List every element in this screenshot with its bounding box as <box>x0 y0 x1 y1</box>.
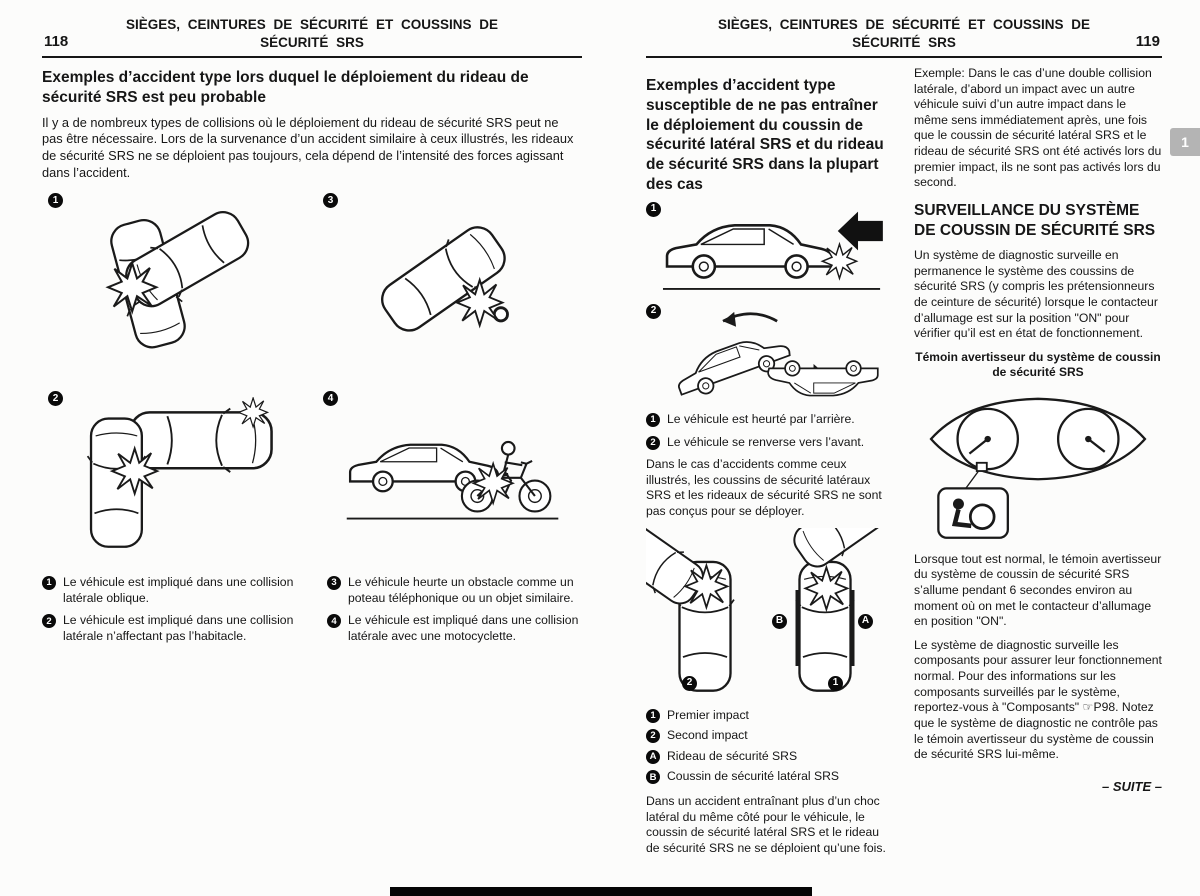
caption-text: Le véhicule se renverse vers l’avant. <box>667 434 865 449</box>
figure-rear-impact <box>646 202 894 304</box>
running-title-line2: SÉCURITÉ SRS <box>852 34 956 50</box>
page-number: 118 <box>44 33 69 50</box>
page-header <box>42 16 582 58</box>
caption-marker: 4 <box>327 614 341 628</box>
captions-column-1 <box>42 575 297 651</box>
legend-marker: A <box>646 750 660 764</box>
caption-text: Le véhicule heurte un obstacle comme un poteau téléphonique ou un objet similaire. <box>348 575 574 605</box>
caption-text: Le véhicule est impliqué dans une collision latérale oblique. <box>63 575 294 605</box>
diagram-label-first-impact: 1 <box>828 676 843 691</box>
caption-marker: 1 <box>646 413 660 427</box>
legend-item <box>646 769 894 785</box>
motorcycle-collision-illustration <box>343 421 563 543</box>
caption-text: Le véhicule est heurté par l’arrière. <box>667 411 855 426</box>
legend-item <box>646 708 894 724</box>
accidents-paragraph: Dans le cas d’accidents comme ceux illustrés, les coussins de sécurité latéraux SRS et les rideaux de sécurité SRS ne sont pas conçus pour se déployer. <box>646 457 882 519</box>
figure-side-collision <box>42 391 307 561</box>
caption-marker: 3 <box>327 576 341 590</box>
caption-marker: 2 <box>646 436 660 450</box>
figure-caption <box>327 575 582 606</box>
page-header <box>646 16 1162 58</box>
monitoring-heading: SURVEILLANCE DU SYSTÈME DE COUSSIN DE SÉCURITÉ SRS <box>914 201 1156 240</box>
intro-paragraph: Il y a de nombreux types de collisions où le déploiement du rideau de sécurité SRS peut ne pas être nécessaire. Lors de la survenance d’un accident similaire à ceux illustrés, les rideaux de sécurité SRS ne se déploient pas toujours, cela dépend de l’intensité des forces agissant dans l’accident. <box>42 114 574 180</box>
legend-text: Coussin de sécurité latéral SRS <box>667 769 840 784</box>
figure-caption <box>42 575 297 606</box>
page-118 <box>42 16 582 652</box>
figure-pole-impact <box>317 193 582 391</box>
section-title: Exemples d’accident type susceptible de ne pas entraîner le déploiement du coussin de sécurité latéral SRS et du rideau de sécurité SRS dans la plupart des cas <box>646 77 884 194</box>
legend-marker: 1 <box>646 709 660 723</box>
rollover-illustration <box>653 310 891 408</box>
legend-text: Premier impact <box>667 707 749 722</box>
figure-number-badge: 1 <box>646 202 661 217</box>
figure-caption <box>42 613 297 644</box>
two-column-layout <box>646 66 1162 865</box>
caption-marker: 2 <box>42 614 56 628</box>
figure-caption <box>646 412 894 428</box>
section-title: Exemples d’accident type lors duquel le déploiement du rideau de sécurité SRS est peu probable <box>42 69 529 106</box>
figure-number-badge: 4 <box>323 391 338 406</box>
caption-text: Le véhicule est impliqué dans une collision latérale avec une motocyclette. <box>348 613 579 643</box>
figure-number-badge: 2 <box>646 304 661 319</box>
diagnostic-paragraph: Le système de diagnostic surveille les composants pour assurer leur fonctionnement normal. Pour des informations sur les composants surveillés par le système, reportez-vous à "Composants" ☞P98. Notez que le système de diagnostic ne contrôle pas le témoin avertisseur du système de coussin de sécurité SRS lui-même. <box>914 637 1162 762</box>
rear-impact-illustration <box>653 208 891 300</box>
caption-text: Le véhicule est impliqué dans une collision latérale n’affectant pas l’habitacle. <box>63 613 294 643</box>
figure-number-badge: 1 <box>48 193 63 208</box>
pole-impact-illustration <box>357 199 537 355</box>
accident-figures-grid <box>42 193 582 561</box>
continued-footer: – SUITE – <box>1102 778 1162 794</box>
page-number: 119 <box>1135 33 1160 50</box>
side-collision-illustration <box>68 397 290 551</box>
double-collision-illustration <box>646 528 886 698</box>
chapter-tab: 1 <box>1170 128 1200 156</box>
caption-marker: 1 <box>42 576 56 590</box>
diagram-label-second-impact: 2 <box>682 676 697 691</box>
figure-caption <box>327 613 582 644</box>
legend-marker: B <box>646 770 660 784</box>
figure-captions <box>42 575 582 651</box>
figure-number-badge: 3 <box>323 193 338 208</box>
diagram-label-b: B <box>772 614 787 629</box>
legend-item <box>646 728 894 744</box>
legend-item <box>646 749 894 765</box>
column-1 <box>646 66 894 865</box>
monitoring-paragraph: Un système de diagnostic surveille en permanence le système des coussins de sécurité SRS (y compris les prétensionneurs de ceinture de sécurité) lorsque le contacteur d’allumage est sur la position "ON" pour vérifier qu’il est en état de fonctionnement. <box>914 248 1158 341</box>
diagram-label-a: A <box>858 614 873 629</box>
legend-text: Rideau de sécurité SRS <box>667 748 798 763</box>
running-title <box>646 16 1162 51</box>
normal-operation-paragraph: Lorsque tout est normal, le témoin avertisseur du système de coussin de sécurité SRS s’allume pendant 6 secondes environ au moment où on met le contacteur d’allumage en position "ON". <box>914 551 1162 629</box>
figure-motorcycle-collision <box>317 391 582 561</box>
single-deploy-paragraph: Dans un accident entraînant plus d’un choc latéral du même côté pour le véhicule, le coussin de sécurité latéral SRS et le rideau de sécurité SRS ne se déploient qu’une fois. <box>646 794 886 855</box>
figure-rollover <box>646 304 894 412</box>
warning-light-heading: Témoin avertisseur du système de coussin de sécurité SRS <box>915 349 1161 379</box>
oblique-collision-illustration <box>68 199 268 379</box>
figure-caption <box>646 435 894 451</box>
instrument-cluster-illustration <box>920 386 1156 546</box>
bottom-scan-bar <box>390 887 812 896</box>
legend-text: Second impact <box>667 728 748 743</box>
diagram-legend <box>646 708 894 785</box>
running-title-line1: SIÈGES, CEINTURES DE SÉCURITÉ ET COUSSINS DE <box>125 17 499 32</box>
running-title <box>42 16 582 51</box>
figure-number-badge: 2 <box>48 391 63 406</box>
legend-marker: 2 <box>646 729 660 743</box>
column-2 <box>914 66 1162 865</box>
page-119 <box>646 16 1162 865</box>
running-title-line2: SÉCURITÉ SRS <box>260 34 364 50</box>
captions-column-2 <box>327 575 582 651</box>
running-title-line1: SIÈGES, CEINTURES DE SÉCURITÉ ET COUSSINS DE <box>717 17 1091 32</box>
figure-oblique-collision <box>42 193 307 391</box>
double-collision-diagram <box>646 528 886 698</box>
example-paragraph: Exemple: Dans le cas d’une double collision latérale, d’abord un impact avec un autre véhicule suivi d’un autre impact dans le même sens immédiatement après, une fois que le coussin de sécurité latéral SRS et le rideau de sécurité SRS ont été activés lors du premier impact, ils ne sont pas activés lors du second. <box>914 66 1162 190</box>
